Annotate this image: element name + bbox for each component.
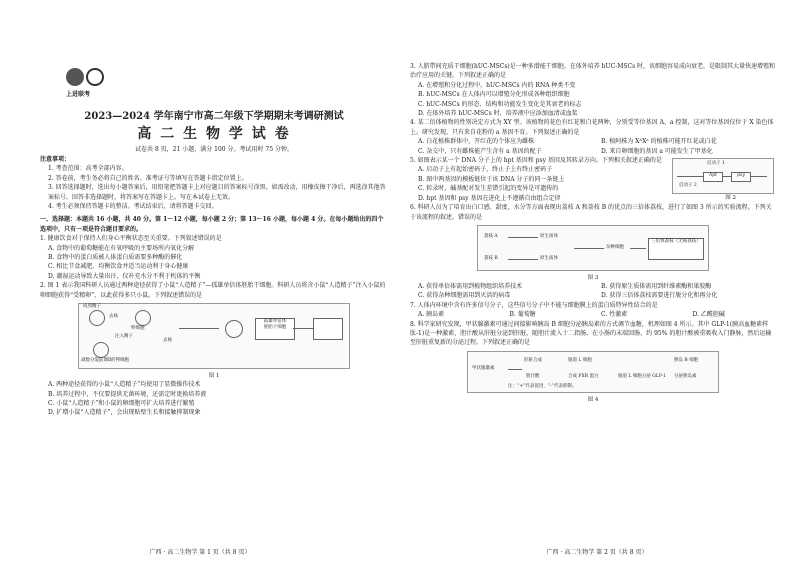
q6-options bbox=[410, 282, 776, 301]
figure-4 bbox=[467, 351, 719, 393]
fig1-label: 减数分裂前期Ⅱ的卵细胞 bbox=[81, 358, 130, 364]
fig3-label: 原生质体 bbox=[540, 233, 558, 239]
q2-option-c: C. 小鼠“人造精子”和小鼠的卵细胞可扩大培养进行繁殖 bbox=[48, 399, 195, 407]
cell-shape bbox=[225, 320, 243, 338]
fig1-label: 去核 bbox=[109, 314, 118, 320]
q6-option-a: A. 获得单倍体需用到植物组织培养技术 bbox=[418, 282, 523, 290]
footer-left: 广西 · 高二生物学 第 1 页（共 8 页） bbox=[149, 548, 251, 556]
brand-logo-icon bbox=[66, 68, 84, 86]
fig4-label: 肠道 L 细胞分泌 GLP-1 bbox=[618, 373, 667, 379]
q7-option-c: C. 性激素 bbox=[601, 311, 628, 319]
q7-options bbox=[410, 310, 776, 319]
fig1-label: 成熟精子 bbox=[83, 304, 101, 310]
figure-4-label: 图 4 bbox=[587, 396, 599, 403]
q7-option-b: B. 葡萄糖 bbox=[509, 311, 536, 319]
notes-heading: 注意事项： bbox=[40, 156, 71, 163]
fig2-label: 启动子 1 bbox=[707, 161, 725, 167]
fig4-note: 注：“+”代表促进，“-”代表抑制。 bbox=[508, 383, 577, 389]
q7-option-a: A. 胰岛素 bbox=[418, 311, 445, 319]
exam-subject-title: 高 二 生 物 学 试 卷 bbox=[137, 126, 291, 142]
question-1-stem: 1. 健康饮食对于保持人们身心平衡状态至关重要。下列叙述错误的是 bbox=[40, 235, 222, 243]
q2-option-d: D. 扩增小鼠“人造精子”，会出现贴壁生长和接触抑制现象 bbox=[48, 409, 201, 417]
exam-title: 2023—2024 学年南宁市高二年级下学期期末考调研测试 bbox=[84, 111, 344, 122]
psy-gene: psy bbox=[731, 172, 751, 182]
question-8-stem: 8. 科学家研究发现，甲状腺激素可通过间接影响胰岛 B 细胞分泌胰岛素的方式调节血糖，机理如图 4 所示。其中 GLP-1(胰高血糖素样肽-1)是一种激素，胆汁酸从肝脏分泌到肝脏，随胆汁流入十二指肠，在小肠的末端回肠，约 95% 的胆汁酸被重吸收入门静脉，然后运输至肝脏重复新的分泌过程。下列叙述正确的是 bbox=[410, 320, 772, 347]
q6-option-d: D. 获得三倍体荔枝需要进行脱分化和再分化 bbox=[601, 292, 718, 300]
q1-option-c: C. 相比节食减肥，均衡饮食并适当运动利于身心健康 bbox=[48, 263, 189, 271]
fig1-label: 孤雄 bbox=[263, 319, 273, 325]
fig4-label: 甲状腺激素 bbox=[472, 365, 495, 371]
q1-option-b: B. 食物中的蛋白质被人体蛋白质需要多种酶的催化 bbox=[48, 254, 183, 262]
q7-option-d: D. 乙酰胆碱 bbox=[692, 311, 725, 319]
question-6-stem: 6. 科研人员为了培育出白口感、甜度、水分等方面表现出荔枝 A 和荔枝 B 的优点的三倍体荔枝，进行了如图 3 所示的实验流程。下列关于该流程的叙述，错误的是 bbox=[410, 204, 772, 221]
fig4-label: 分泌胰岛素 bbox=[674, 373, 697, 379]
arrow bbox=[508, 237, 538, 238]
page-right bbox=[400, 0, 794, 566]
q3-option-b: B. hUC-MSCs 在人体内可以增殖分化形成各种组织细胞 bbox=[418, 91, 570, 99]
fig1-label: 单倍体 bbox=[272, 319, 287, 325]
fig2-label: 启动子 2 bbox=[679, 183, 697, 189]
fig4-label: 合成 FXR 蛋白 bbox=[568, 373, 599, 379]
q5-option-c: C. 转录时，碱基配对发生差错引起的变异是可遗传的 bbox=[418, 185, 559, 193]
q3-option-a: A. 在增殖和分化过程中，hUC-MSCs 内的 RNA 种类不变 bbox=[418, 81, 576, 89]
note-item: 3. 回答选择题时，选出每小题答案后，用铅笔把答题卡上对应题目的答案标号涂黑。如需改动，用橡皮擦干净后，再选涂其他答案标号。回答非选择题时，将答案写在答题卡上。写在本试卷上无效。 bbox=[48, 184, 386, 201]
arrow bbox=[630, 248, 646, 249]
cell-shape bbox=[93, 342, 109, 358]
note-item: 1. 考查范围：高考全部内容。 bbox=[48, 165, 128, 173]
question-2-stem: 2. 图 1 表示我国科研人员通过两种途径获得了小鼠“人造精子”—孤雄单倍体胚胎干细胞。科研人员将含小鼠“人造精子”注入小鼠的卵细胞获得“受精卵”，以此获得多只小鼠。下列叙述错误的是 bbox=[40, 282, 386, 299]
exam-info: 试卷共 8 页，21 小题，满分 100 分。考试用时 75 分钟。 bbox=[135, 146, 293, 153]
figure-2 bbox=[672, 158, 774, 194]
figure-1 bbox=[78, 303, 350, 369]
q3-option-d: D. 在体外培养 hUC-MSCs 时，培养液中应添加血清或血浆 bbox=[418, 110, 578, 118]
note-item: 2. 答卷前，考生务必将自己的姓名、准考证号等填写在答题卡指定位置上。 bbox=[48, 174, 248, 182]
logo-text: 上进联考 bbox=[66, 91, 91, 98]
arrow bbox=[508, 259, 538, 260]
fig1-label: 卵细胞 bbox=[131, 326, 145, 332]
fig3-label: 荔枝 A bbox=[484, 233, 498, 239]
fig3-box: 三倍体荔枝（无核荔枝） bbox=[648, 238, 704, 260]
figure-1-label: 图 1 bbox=[208, 373, 220, 380]
q6-option-b: B. 获得原生质体需用到纤维素酶和果胶酶 bbox=[601, 282, 712, 290]
q4-options bbox=[410, 137, 776, 156]
q6-option-c: C. 获得杂种细胞需用到灭活的病毒 bbox=[418, 292, 511, 300]
fig4-label: 肠道 L 细胞 bbox=[568, 357, 592, 363]
q4-option-d: D. 来自卵细胞的基因 a 可能发生了甲基化 bbox=[601, 147, 713, 155]
q1-option-a: A. 食物中的葡萄糖能在有氧呼吸的主要场所内氧化分解 bbox=[48, 244, 195, 252]
q4-option-a: A. 白花植株群体中，开红花的个体应为雌株 bbox=[418, 138, 535, 146]
cell-shape bbox=[135, 310, 151, 326]
question-5 bbox=[410, 156, 776, 203]
q4-option-c: C. 杂交中，只有雌株能产生含有 a 基因的配子 bbox=[418, 147, 542, 155]
fig3-label: 原生质体 bbox=[540, 255, 558, 261]
section-heading: 一、选择题：本题共 16 小题，共 40 分。第 1～12 小题，每小题 2 分；第 13～16 小题，每小题 4 分。在每小题给出的四个选项中，只有一项是符合题目要求的。 bbox=[40, 216, 384, 233]
figure-2-label: 图 2 bbox=[725, 195, 736, 202]
question-7-stem: 7. 人体内环境中含有许多信号分子，这些信号分子中不能与细胞膜上的蛋白质特异性结合的是 bbox=[410, 301, 658, 309]
fig1-label: 去核 bbox=[163, 338, 172, 344]
question-3-stem: 3. 人脐带间充质干细胞(hUC-MSCs)是一种多潜能干细胞。在体外培养 hUC-MSCs 时，该细胞容易成向衰老，是限制其大量快速增殖和治疗应用的关键。下列叙述正确的是 bbox=[410, 63, 776, 80]
fig4-label: 肝脏合成 bbox=[524, 357, 542, 363]
q5-option-d: D. hpt 基因和 psy 基因在进化上不遵循自由组合定律 bbox=[418, 194, 561, 202]
logo bbox=[66, 68, 106, 106]
q5-option-b: B. 图中两基因的模板链位于该 DNA 分子的同一条链上 bbox=[418, 175, 565, 183]
q2-option-b: B. 培养过程中，不仅要提供无菌环境，还需定时更换培养液 bbox=[48, 390, 207, 398]
arrow bbox=[508, 369, 522, 370]
fig1-box bbox=[313, 318, 343, 340]
q1-option-d: D. 潮湿运动导致大量出汗，仅补充水分不利于机体的平衡 bbox=[48, 272, 201, 280]
fig4-label: 胰岛 B 细胞 bbox=[674, 357, 699, 363]
fig4-label: 胆汁酸 bbox=[526, 373, 540, 379]
figure-3 bbox=[477, 225, 709, 271]
cell-shape bbox=[89, 310, 105, 326]
arrow bbox=[179, 328, 219, 329]
fig1-label: 胚胎干细胞 bbox=[263, 325, 287, 331]
emblem-icon bbox=[86, 68, 104, 86]
question-4-stem: 4. 某二倍体植物的性别决定方式为 XY 型。该植物的花色有红花和白花两种，分别受等位基因 A、a 控制，这对等位基因仅位于 X 染色体上。研究发现，只有来自花粉的 a 基因不育。下列叙述正确的是 bbox=[410, 119, 774, 136]
arrow bbox=[293, 328, 313, 329]
fig1-label: 注入精子 bbox=[115, 334, 133, 340]
note-item: 4. 考生必须保持答题卡的整洁。考试结束后，请将答题卡交回。 bbox=[48, 203, 218, 211]
hpt-gene: hpt bbox=[703, 172, 723, 182]
fig3-label: 杂种细胞 bbox=[606, 244, 624, 250]
figure-3-label: 图 3 bbox=[587, 274, 599, 281]
footer-right: 广西 · 高二生物学 第 2 页（共 8 页） bbox=[546, 548, 648, 556]
fig3-label: 荔枝 B bbox=[484, 255, 498, 261]
question-5-stem: 5. 如图表示某一个 DNA 分子上的 hpt 基因和 psy 基因及其转录方向。下列相关叙述正确的是 bbox=[410, 157, 662, 165]
q5-option-a: A. 启动子上有起始密码子，终止子上有终止密码子 bbox=[418, 166, 553, 174]
q4-option-b: B. 植阿株为 XᴬXᵃ 的植株可能开红花或白花 bbox=[601, 138, 717, 146]
fig1-box bbox=[255, 318, 295, 340]
arrow bbox=[574, 248, 604, 249]
q3-option-c: C. hUC-MSCs 的形态、结构和功能发生变化是其衰老的标志 bbox=[418, 100, 582, 108]
q2-option-a: A. 两种途径获得的小鼠“人造精子”均使用了显微操作技术 bbox=[48, 381, 201, 389]
